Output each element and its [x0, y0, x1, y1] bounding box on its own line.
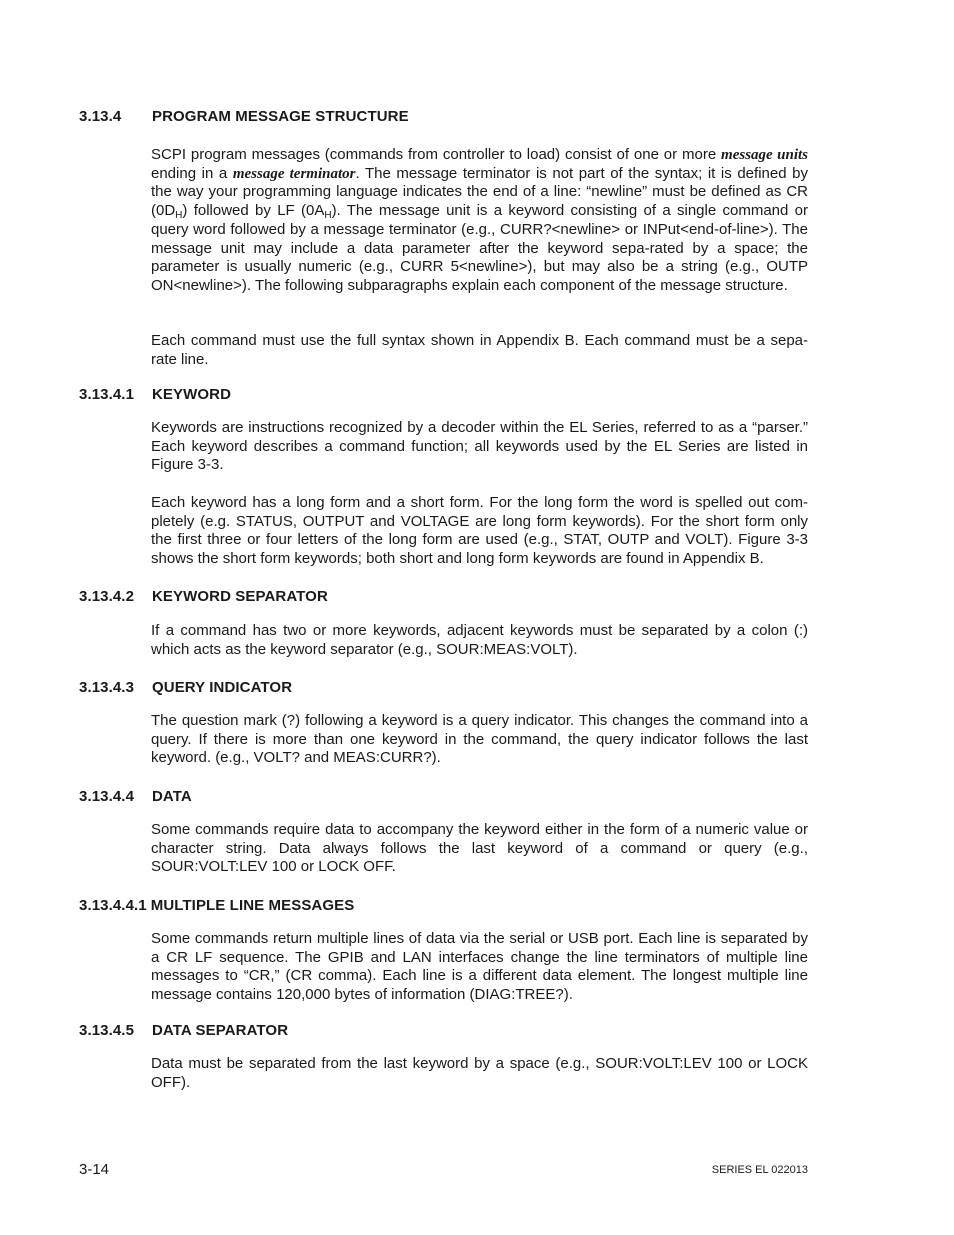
- section-number: 3.13.4.4: [79, 788, 135, 805]
- term-message-units: message units: [721, 147, 808, 163]
- section-title: MULTIPLE LINE MESSAGES: [150, 897, 355, 914]
- section-title: DATA SEPARATOR: [152, 1022, 289, 1039]
- section-heading-3-13-4: [79, 108, 409, 125]
- document-id: SERIES EL 022013: [711, 1164, 808, 1176]
- section-heading-3-13-4-5: [79, 1022, 288, 1039]
- paragraph-long-short-form: Each keyword has a long form and a short form. For the long form the word is spelled out com-pletely (e.g. STATUS, OUTPUT and VOLTAGE are long form keywords). For the short form only the first three or four letters of the long form are used (e.g., STAT, OUTP and VOLT). Figure 3-3 shows the short form keywords; both short and long form keywords are found in Appendix B.: [151, 494, 808, 568]
- section-number: 3.13.4.4.1: [79, 897, 147, 914]
- paragraph-keywords: Keywords are instructions recognized by a decoder within the EL Series, referred to as a “parser.” Each keyword describes a command function; all keywords used by the EL Series are listed in Figure 3-3.: [151, 419, 808, 474]
- section-heading-3-13-4-4: [79, 788, 192, 805]
- paragraph-data-separator: Data must be separated from the last keyword by a space (e.g., SOUR:VOLT:LEV 100 or LOCK OFF).: [151, 1055, 808, 1091]
- paragraph-multiple-line-messages: Some commands return multiple lines of data via the serial or USB port. Each line is separated by a CR LF sequence. The GPIB and LAN interfaces change the line terminators of multiple line messages to “CR,” (CR comma). Each line is a different data element. The longest multiple line message contains 120,000 bytes of information (DIAG:TREE?).: [151, 930, 808, 1004]
- section-title: QUERY INDICATOR: [152, 679, 293, 696]
- section-title: KEYWORD: [152, 386, 232, 403]
- section-number: 3.13.4.2: [79, 588, 135, 605]
- section-title: PROGRAM MESSAGE STRUCTURE: [152, 108, 409, 125]
- paragraph-query-indicator: The question mark (?) following a keyword is a query indicator. This changes the command into a query. If there is more than one keyword in the command, the query indicator follows the last keyword. (e.g., VOLT? and MEAS:CURR?).: [151, 712, 808, 767]
- paragraph-full-syntax: Each command must use the full syntax shown in Appendix B. Each command must be a sepa-rate line.: [151, 332, 808, 368]
- term-message-terminator: message terminator: [232, 165, 356, 182]
- section-title: DATA: [152, 788, 192, 805]
- section-number: 3.13.4.3: [79, 679, 135, 696]
- section-heading-3-13-4-2: [79, 588, 328, 605]
- section-heading-3-13-4-3: [79, 679, 292, 696]
- section-number: 3.13.4.1: [79, 386, 135, 403]
- paragraph-data: Some commands require data to accompany the keyword either in the form of a numeric value or character string. Data always follows the last keyword of a command or query (e.g., SOUR:VOLT:LEV 100 or LOCK OFF.: [151, 821, 808, 876]
- section-number: 3.13.4: [79, 108, 122, 125]
- section-heading-3-13-4-1: [79, 386, 231, 403]
- paragraph-keyword-separator: If a command has two or more keywords, adjacent keywords must be separated by a colon (:) which acts as the keyword separator (e.g., SOUR:MEAS:VOLT).: [151, 622, 808, 658]
- page-number: 3-14: [79, 1161, 110, 1178]
- paragraph-message-structure: SCPI program messages (commands from controller to load) consist of one or more message units ending in a message terminator. The message terminator is not part of the syntax; it is defined by the way your programming language indicates the end of a line: “newline” must be defined as CR $(0D_H)$ followed by LF $(0A_H)$. The message unit is a keyword consisting of a single command or query word followed by a message terminator (e.g., CURR?<newline> or INPut<end-of-line>). The message unit may include a data parameter after the keyword sepa-rated by a space; the parameter is usually numeric (e.g., CURR 5<newline>), but may also be a string (e.g., OUTP ON<newline>). The following subparagraphs explain each component of the message structure.: [151, 146, 808, 294]
- section-title: KEYWORD SEPARATOR: [152, 588, 328, 605]
- section-number: 3.13.4.5: [79, 1022, 135, 1039]
- section-heading-3-13-4-4-1: [79, 897, 354, 914]
